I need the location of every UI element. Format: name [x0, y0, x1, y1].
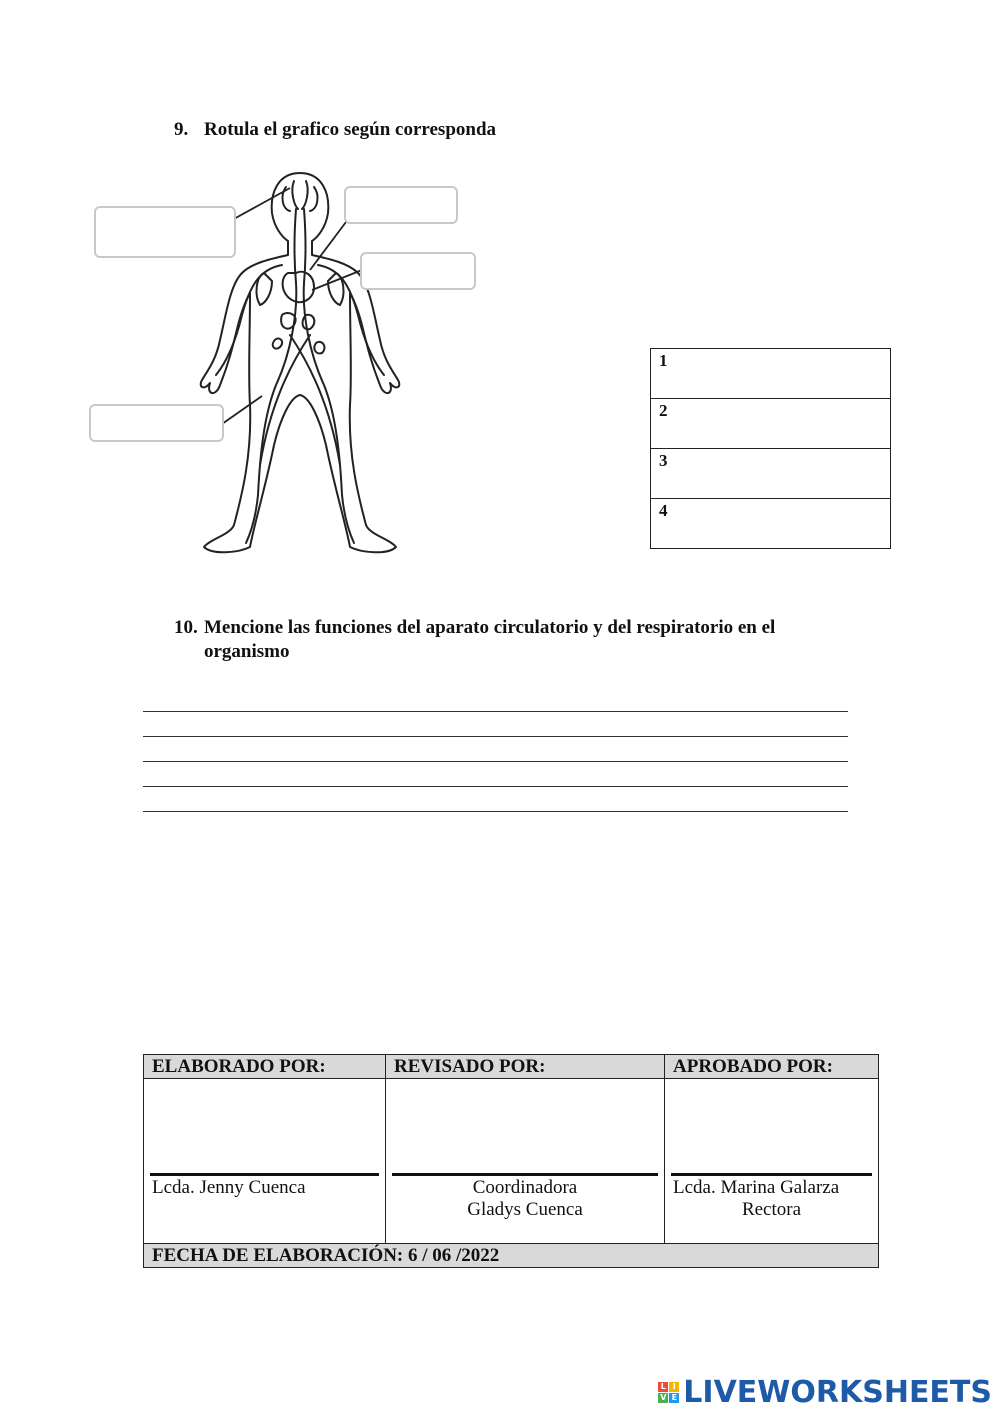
signature-cell-revisado [386, 1079, 665, 1244]
liveworksheets-logo-icon: L I V E [658, 1382, 679, 1403]
label-box-veins[interactable] [89, 404, 224, 442]
question-text-line1: Mencione las funciones del aparato circulatorio y del respiratorio en el [204, 617, 776, 638]
answer-line[interactable] [143, 762, 848, 787]
answer-line[interactable] [143, 712, 848, 737]
elaboration-date: FECHA DE ELABORACIÓN: 6 / 06 /2022 [144, 1244, 879, 1268]
signature-table [143, 1054, 879, 1268]
signature-line [671, 1173, 872, 1176]
signature-cell-elaborado [144, 1079, 386, 1244]
question-text-line2: organismo [204, 641, 290, 662]
signer-name: Lcda. Marina Galarza [673, 1177, 840, 1198]
header-aprobado: APROBADO POR: [665, 1055, 879, 1079]
signature-header-row [144, 1055, 879, 1079]
label-box-arteries[interactable] [344, 186, 458, 224]
numbered-answer-table [650, 348, 891, 549]
signer-role: Rectora [741, 1199, 802, 1220]
question-text: Rotula el grafico según corresponda [204, 119, 497, 140]
row-number-cell[interactable]: 4 [651, 499, 891, 549]
question-number: 10. [174, 617, 198, 638]
row-number-cell[interactable]: 2 [651, 399, 891, 449]
signature-footer-row [144, 1244, 879, 1268]
signature-body-row [144, 1079, 879, 1244]
table-row [651, 349, 891, 399]
signature-line [392, 1173, 658, 1176]
answer-line[interactable] [143, 687, 848, 712]
row-number-cell[interactable]: 1 [651, 349, 891, 399]
answer-line[interactable] [143, 787, 848, 812]
header-revisado: REVISADO POR: [386, 1055, 665, 1079]
liveworksheets-brand [658, 1375, 992, 1410]
row-number-cell[interactable]: 3 [651, 449, 891, 499]
table-row [651, 399, 891, 449]
question-10-title [174, 616, 834, 664]
table-row [651, 499, 891, 549]
label-box-heart[interactable] [360, 252, 476, 290]
answer-lines [143, 687, 848, 812]
signature-cell-aprobado [665, 1079, 879, 1244]
question-number: 9. [174, 119, 189, 140]
signature-line [150, 1173, 379, 1176]
signer-name: Gladys Cuenca [467, 1199, 583, 1220]
brand-text: LIVEWORKSHEETS [683, 1375, 992, 1410]
label-box-brain[interactable] [94, 206, 236, 258]
answer-line[interactable] [143, 737, 848, 762]
header-elaborado: ELABORADO POR: [144, 1055, 386, 1079]
signer-role: Coordinadora [472, 1177, 578, 1198]
table-row [651, 449, 891, 499]
signer-name: Lcda. Jenny Cuenca [152, 1177, 306, 1198]
